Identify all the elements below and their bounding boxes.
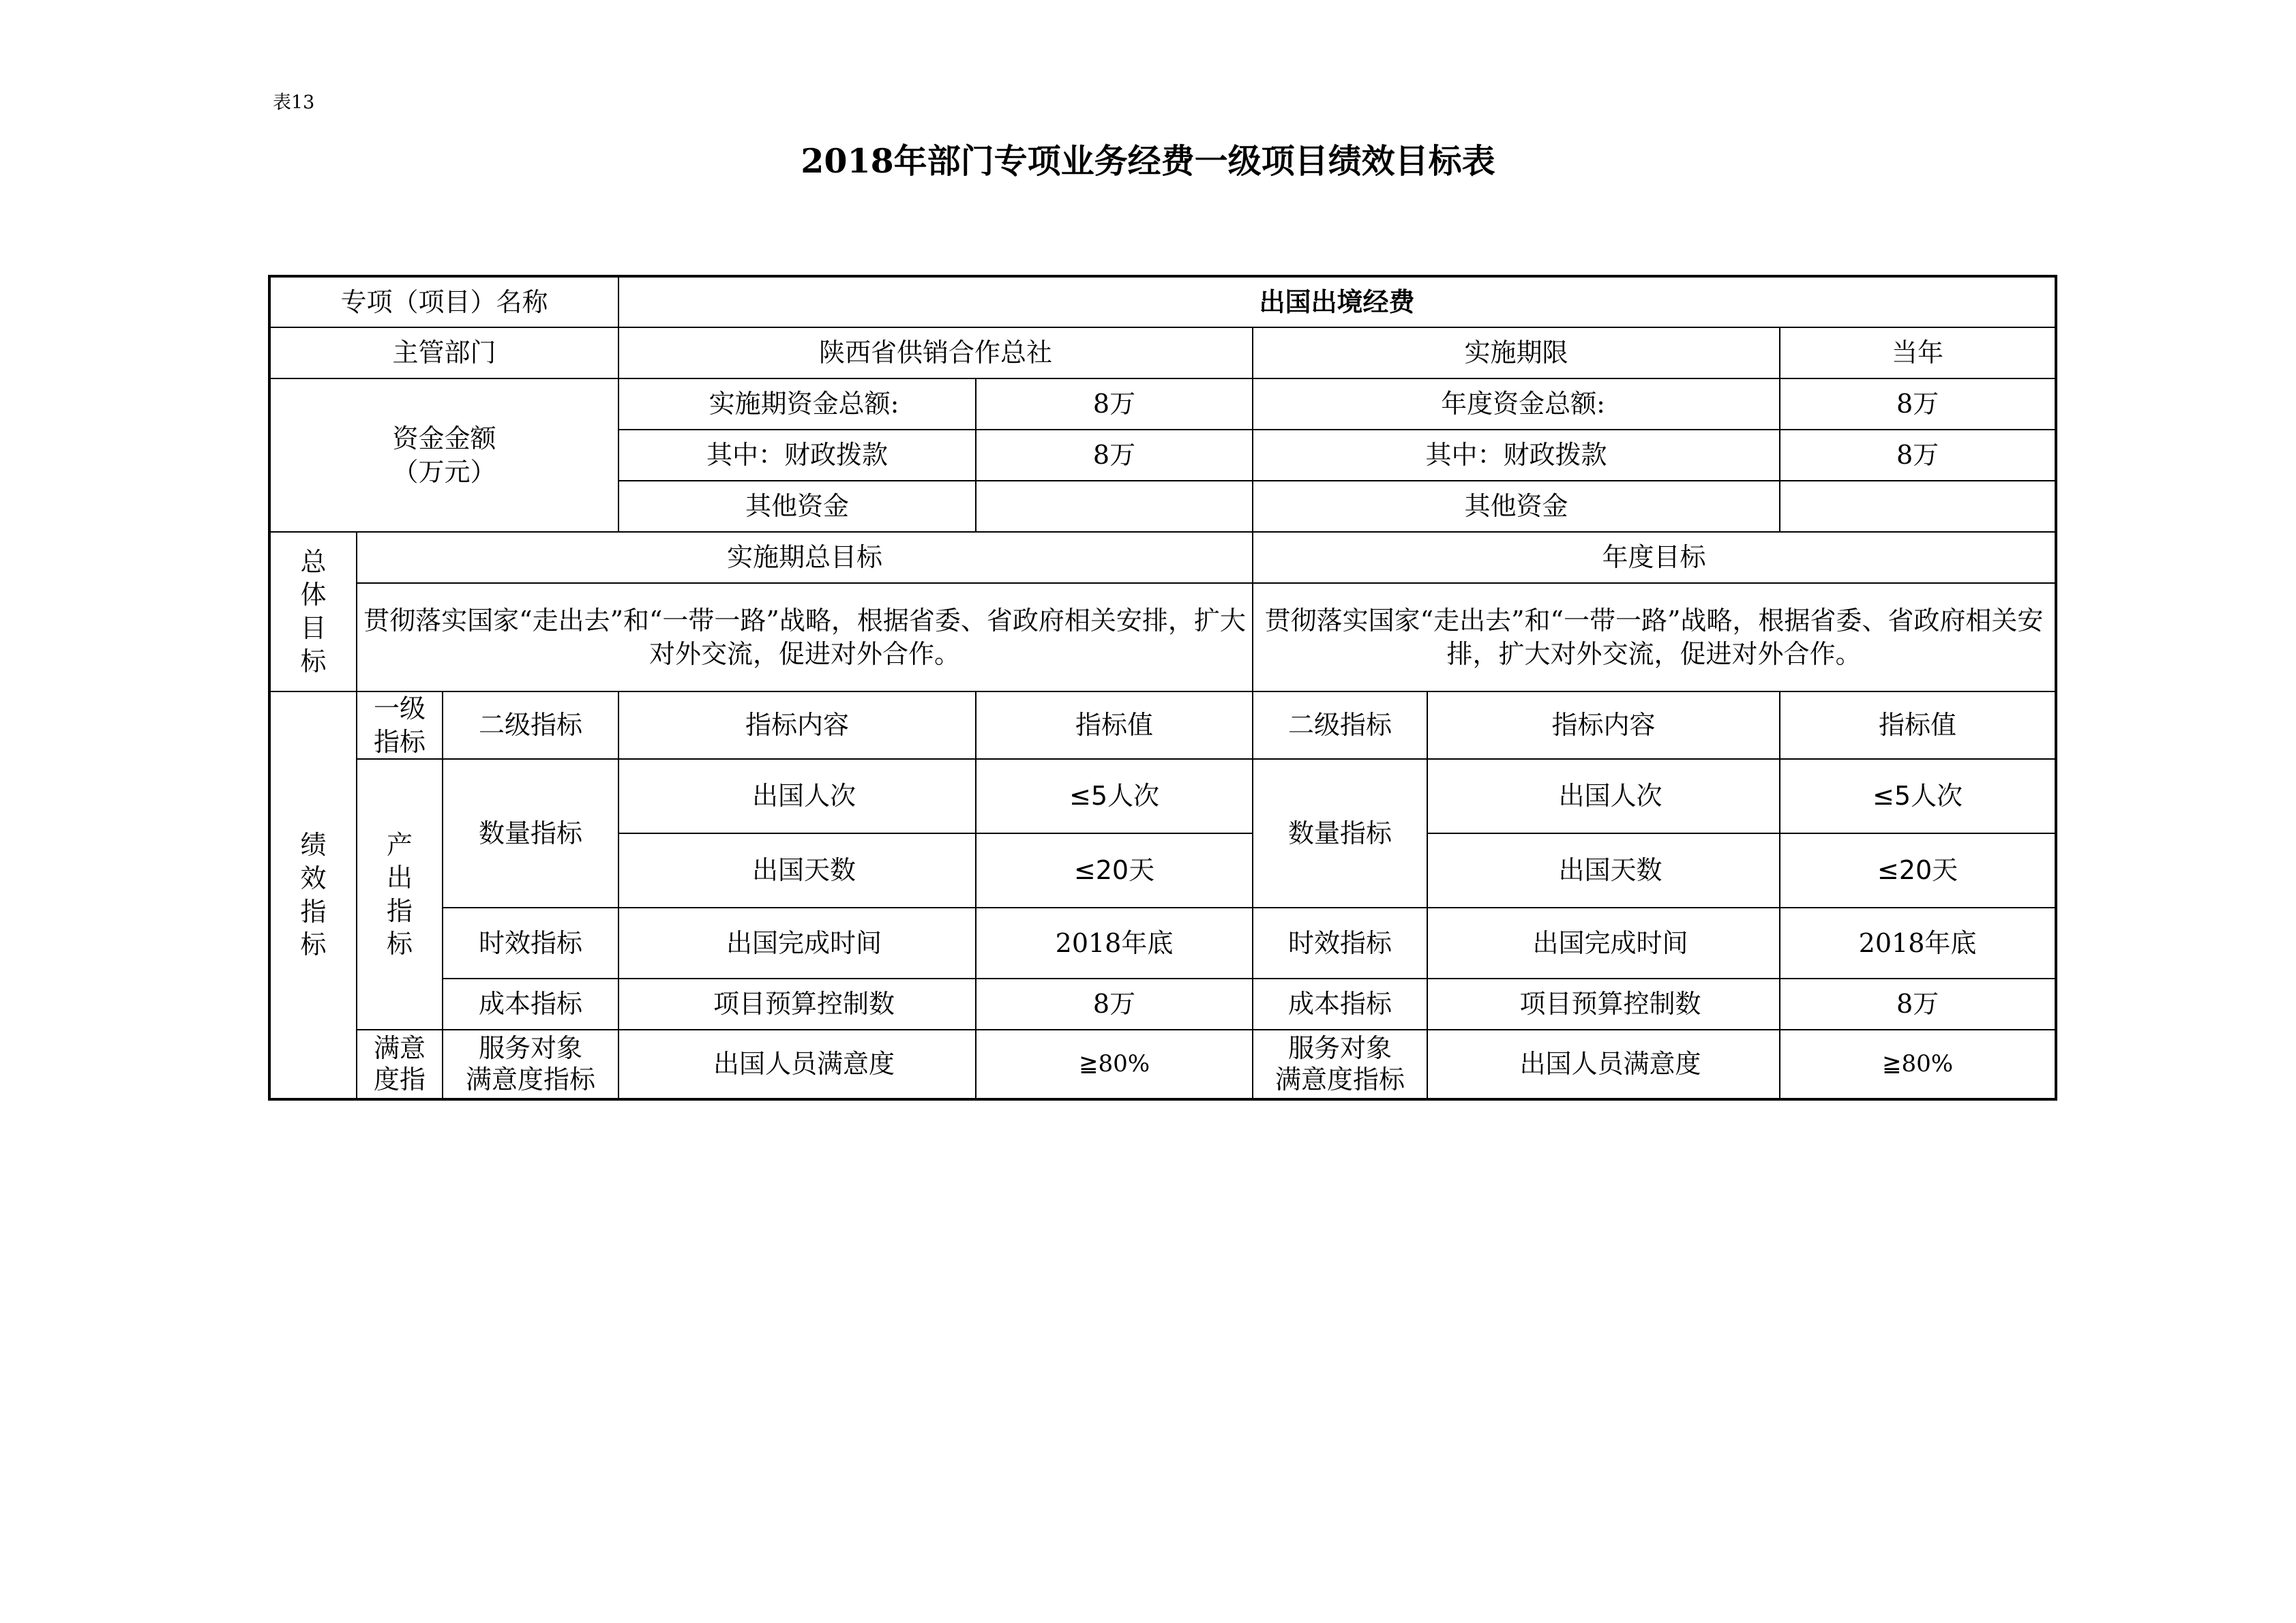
timeliness-indicator-label: 时效指标 <box>443 908 618 979</box>
funds-period-fiscal-label: 其中：财政拨款 <box>618 430 976 481</box>
goals-text-row <box>269 583 2056 691</box>
funds-period-fiscal-value: 8万 <box>976 430 1253 481</box>
period-goal-header: 实施期总目标 <box>357 532 1253 583</box>
period-goal-text: 贯彻落实国家“走出去”和“一带一路”战略，根据省委、省政府相关安排，扩大对外交流，促进对外合作。 <box>357 583 1253 691</box>
indicator-content: 项目预算控制数 <box>618 979 976 1030</box>
funds-annual-other-value <box>1780 481 2056 532</box>
indicator-content: 出国完成时间 <box>618 908 976 979</box>
indicator-value: 8万 <box>976 979 1253 1030</box>
overall-goal-section-label: 总 体 目 标 <box>269 532 357 691</box>
annual-indicator-value-header: 指标值 <box>1780 691 2056 759</box>
indicator-content: 出国人员满意度 <box>618 1030 976 1099</box>
annual-cost-indicator-label: 成本指标 <box>1253 979 1427 1030</box>
indicator-content: 出国天数 <box>618 833 976 908</box>
funds-period-total-value: 8万 <box>976 378 1253 430</box>
department-label: 主管部门 <box>269 327 618 378</box>
annual-indicator-content: 项目预算控制数 <box>1427 979 1780 1030</box>
funds-label: 资金金额 （万元） <box>269 378 618 532</box>
document-title: 2018年部门专项业务经费一级项目绩效目标表 <box>801 141 1495 181</box>
indicator-content-header: 指标内容 <box>618 691 976 759</box>
annual-indicator-value: 2018年底 <box>1780 908 2056 979</box>
indicator-row <box>269 908 2056 979</box>
department-row <box>269 327 2056 378</box>
funds-annual-total-label: 年度资金总额: <box>1253 378 1780 430</box>
indicator-value: ≤5人次 <box>976 759 1253 833</box>
indicator-header-row <box>269 691 2056 759</box>
annual-indicator-value: 8万 <box>1780 979 2056 1030</box>
funds-annual-fiscal-value: 8万 <box>1780 430 2056 481</box>
indicator-value: 2018年底 <box>976 908 1253 979</box>
funds-period-other-label: 其他资金 <box>618 481 976 532</box>
quantity-indicator-label: 数量指标 <box>443 759 618 908</box>
funds-total-row <box>269 378 2056 430</box>
funds-annual-total-value: 8万 <box>1780 378 2056 430</box>
funds-annual-fiscal-label: 其中：财政拨款 <box>1253 430 1780 481</box>
project-name-value: 出国出境经费 <box>618 276 2056 327</box>
project-name-label: 专项（项目）名称 <box>269 276 618 327</box>
annual-goal-header: 年度目标 <box>1253 532 2056 583</box>
indicator-value: ≤20天 <box>976 833 1253 908</box>
indicator-content: 出国人次 <box>618 759 976 833</box>
level1-indicator-header: 一级 指标 <box>357 691 443 759</box>
annual-service-satisfaction-indicator-label: 服务对象 满意度指标 <box>1253 1030 1427 1099</box>
funds-period-other-value <box>976 481 1253 532</box>
indicator-row <box>269 759 2056 833</box>
goals-header-row <box>269 532 2056 583</box>
department-value: 陕西省供销合作总社 <box>618 327 1253 378</box>
annual-indicator-value: ≤5人次 <box>1780 759 2056 833</box>
annual-indicator-value: ≧80% <box>1780 1030 2056 1099</box>
annual-indicator-content: 出国人员满意度 <box>1427 1030 1780 1099</box>
performance-target-table <box>268 275 2057 1101</box>
indicator-value-header: 指标值 <box>976 691 1253 759</box>
performance-indicator-section-label: 绩 效 指 标 <box>269 691 357 1099</box>
indicator-value: ≧80% <box>976 1030 1253 1099</box>
output-indicator-label: 产 出 指 标 <box>357 759 443 1030</box>
funds-annual-other-label: 其他资金 <box>1253 481 1780 532</box>
level2-indicator-header: 二级指标 <box>443 691 618 759</box>
period-value: 当年 <box>1780 327 2056 378</box>
annual-indicator-content: 出国人次 <box>1427 759 1780 833</box>
indicator-row <box>269 1030 2056 1099</box>
annual-goal-text: 贯彻落实国家“走出去”和“一带一路”战略，根据省委、省政府相关安排，扩大对外交流，促进对外合作。 <box>1253 583 2056 691</box>
indicator-row <box>269 979 2056 1030</box>
annual-quantity-indicator-label: 数量指标 <box>1253 759 1427 908</box>
annual-indicator-content: 出国天数 <box>1427 833 1780 908</box>
annual-indicator-content-header: 指标内容 <box>1427 691 1780 759</box>
period-label: 实施期限 <box>1253 327 1780 378</box>
cost-indicator-label: 成本指标 <box>443 979 618 1030</box>
satisfaction-indicator-label: 满意 度指 <box>357 1030 443 1099</box>
project-name-row <box>269 276 2056 327</box>
annual-indicator-value: ≤20天 <box>1780 833 2056 908</box>
funds-period-total-label: 实施期资金总额: <box>618 378 976 430</box>
annual-indicator-content: 出国完成时间 <box>1427 908 1780 979</box>
annual-level2-indicator-header: 二级指标 <box>1253 691 1427 759</box>
sheet-label: 表13 <box>273 92 315 113</box>
service-satisfaction-indicator-label: 服务对象 满意度指标 <box>443 1030 618 1099</box>
annual-timeliness-indicator-label: 时效指标 <box>1253 908 1427 979</box>
